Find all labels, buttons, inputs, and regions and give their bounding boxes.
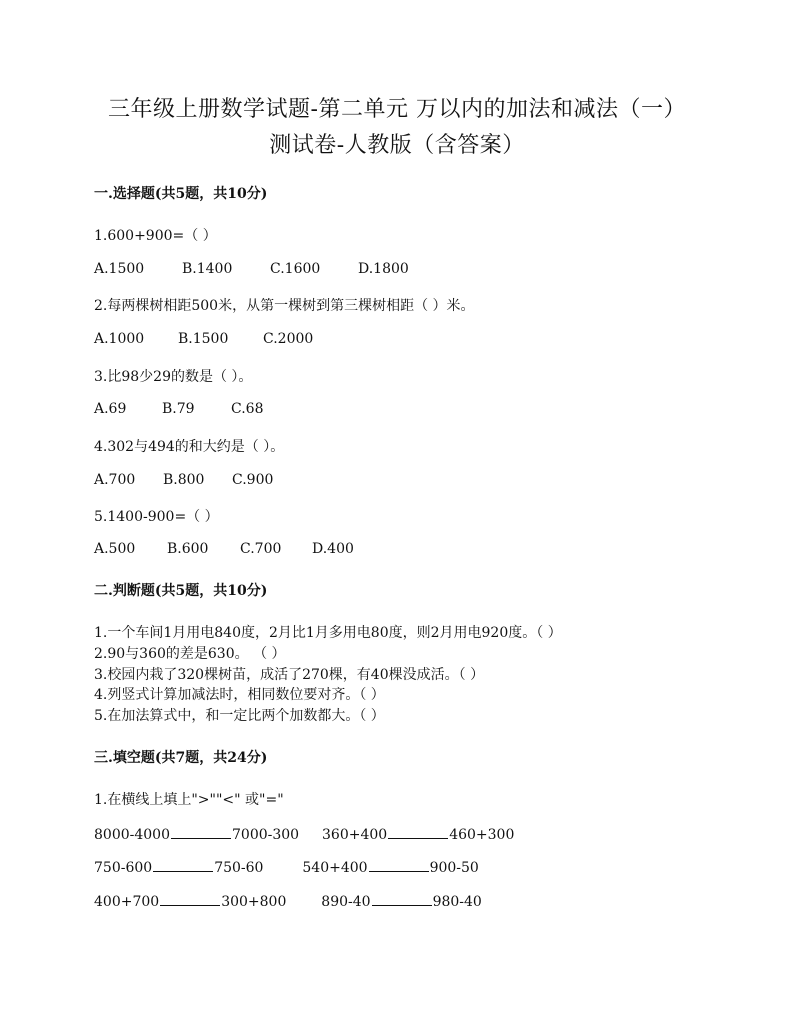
- judge-item-2: 2.90与360的差是630。 （ ）: [94, 646, 286, 662]
- compare-left-expr: 400+700: [94, 894, 160, 910]
- q1-option-b: B.1400: [182, 261, 233, 277]
- fill-question-1: 1.在横线上填上">""<" 或"=": [94, 792, 284, 808]
- compare-row: [94, 826, 514, 843]
- question-2: 2.每两棵树相距500米，从第一棵树到第三棵树相距（ ）米。: [94, 298, 475, 314]
- answer-blank[interactable]: [160, 893, 220, 906]
- judge-item-1: 1.一个车间1月用电840度，2月比1月多用电80度，则2月用电920度。（ ）: [94, 625, 562, 641]
- section3-heading: 三.填空题(共7题，共24分): [94, 750, 268, 766]
- q4-option-a: A.700: [94, 472, 136, 488]
- compare-right-expr: 300+800: [221, 894, 287, 910]
- q2-option-c: C.2000: [263, 331, 314, 347]
- q3-option-a: A.69: [94, 401, 127, 417]
- q5-option-d: D.400: [312, 541, 354, 557]
- q4-option-b: B.800: [163, 472, 205, 488]
- compare-row: [94, 893, 482, 910]
- question-4: 4.302与494的和大约是（ ）。: [94, 439, 285, 455]
- compare-left-expr: 540+400: [302, 860, 368, 876]
- page-title-line2: 测试卷-人教版（含答案）: [269, 133, 525, 158]
- answer-blank[interactable]: [388, 826, 448, 839]
- q1-option-a: A.1500: [94, 261, 145, 277]
- judge-item-3: 3.校园内栽了320棵树苗，成活了270棵，有40棵没成活。（ ）: [94, 667, 485, 683]
- compare-left-expr: 360+400: [322, 827, 388, 843]
- q2-option-a: A.1000: [94, 331, 145, 347]
- judge-item-4: 4.列竖式计算加减法时，相同数位要对齐。（ ）: [94, 687, 385, 703]
- judge-item-5: 5.在加法算式中，和一定比两个加数都大。（ ）: [94, 708, 385, 724]
- page-title-line1: 三年级上册数学试题-第二单元 万以内的加法和减法（一）: [108, 97, 686, 122]
- compare-row: [94, 859, 479, 876]
- compare-right-expr: 7000-300: [232, 827, 300, 843]
- section2-heading: 二.判断题(共5题，共10分): [94, 583, 268, 599]
- q1-option-d: D.1800: [358, 261, 409, 277]
- answer-blank[interactable]: [369, 859, 429, 872]
- q3-option-c: C.68: [231, 401, 264, 417]
- q4-option-c: C.900: [232, 472, 274, 488]
- q5-option-c: C.700: [240, 541, 282, 557]
- q5-option-b: B.600: [167, 541, 209, 557]
- q3-option-b: B.79: [162, 401, 195, 417]
- compare-left-expr: 890-40: [321, 894, 371, 910]
- question-5: 5.1400-900=（ ）: [94, 509, 219, 525]
- section1-heading: 一.选择题(共5题，共10分): [94, 186, 268, 202]
- answer-blank[interactable]: [171, 826, 231, 839]
- answer-blank[interactable]: [372, 893, 432, 906]
- question-3: 3.比98少29的数是（ ）。: [94, 369, 253, 385]
- q1-option-c: C.1600: [270, 261, 321, 277]
- question-1: 1.600+900=（ ）: [94, 228, 217, 244]
- compare-right-expr: 750-60: [214, 860, 264, 876]
- compare-right-expr: 980-40: [432, 894, 482, 910]
- q5-option-a: A.500: [94, 541, 136, 557]
- compare-left-expr: 750-600: [94, 860, 153, 876]
- compare-right-expr: 900-50: [429, 860, 479, 876]
- compare-right-expr: 460+300: [449, 827, 515, 843]
- compare-left-expr: 8000-4000: [94, 827, 170, 843]
- answer-blank[interactable]: [153, 859, 213, 872]
- q2-option-b: B.1500: [178, 331, 229, 347]
